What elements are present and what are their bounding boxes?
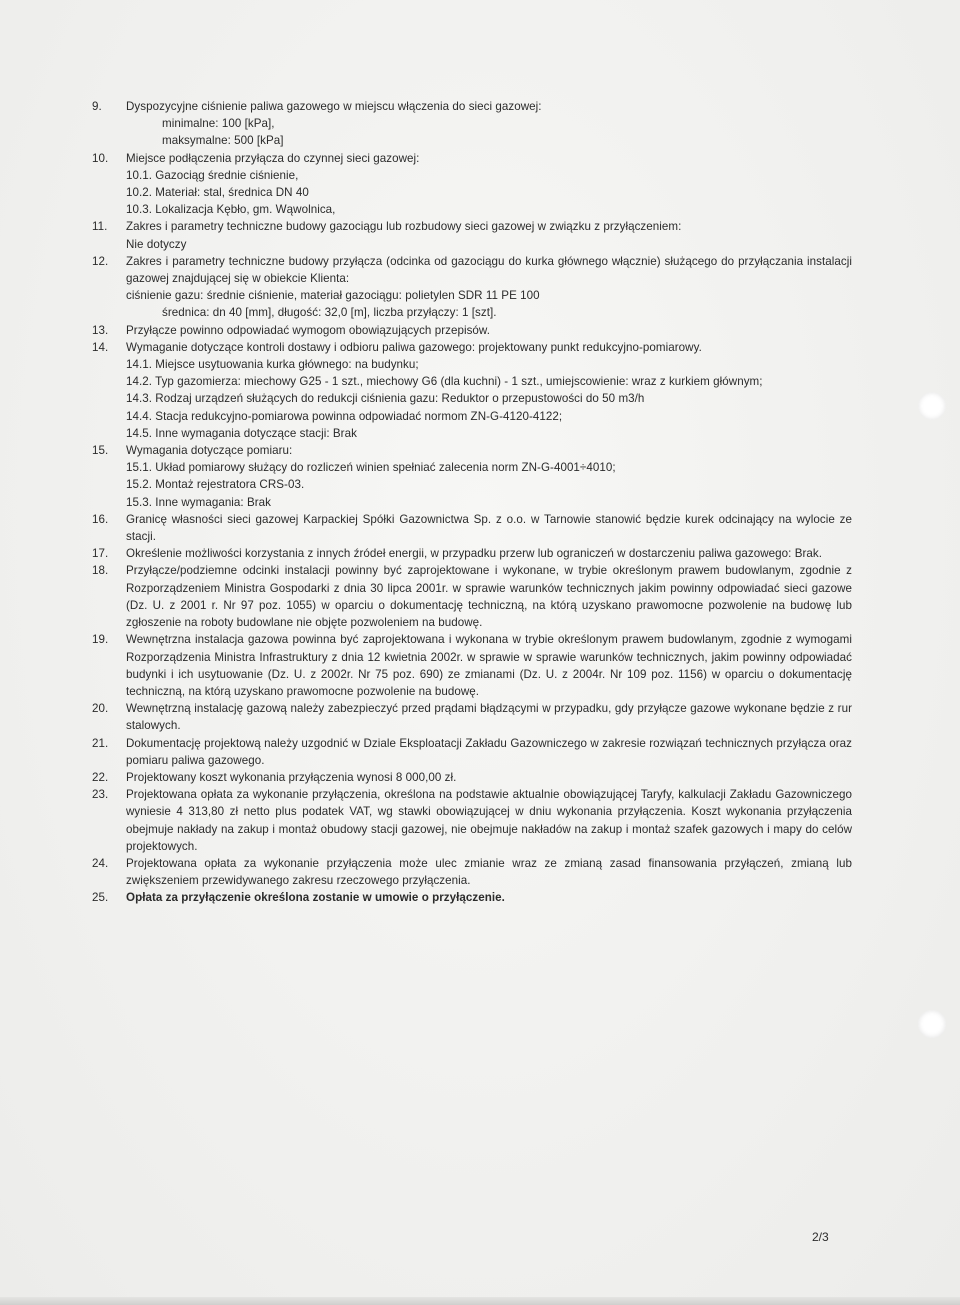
scan-edge-decoration — [0, 1297, 960, 1305]
item-number: 24. — [92, 856, 109, 870]
list-item-21 — [92, 735, 852, 769]
list-item-22 — [92, 769, 852, 786]
list-item-24 — [92, 855, 852, 889]
list-item-10 — [92, 150, 852, 219]
item-number: 17. — [92, 547, 109, 561]
sub-line: 14.4. Stacja redukcyjno-pomiarowa powinna odpowiadać normom ZN-G-4120-4122; — [126, 409, 563, 423]
list-item-12 — [92, 253, 852, 322]
item-number: 16. — [92, 512, 109, 526]
item-number: 23. — [92, 788, 109, 802]
item-text: Przyłącze/podziemne odcinki instalacji powinny być zaprojektowane i wykonane, w trybie określonym prawem budowlanym, zgodnie z Rozporządzeniem Ministra Gospodarki z dnia 30 lipca 2001r. w sprawie warunków technicznych jakim powinny odpowiadać sieci gazowe (Dz. U. z 2001 r. Nr 97 poz. 1055) w oparciu o dokumentację techniczną, na którą uzyskano prawomocne pozwolenie na budowę lub zgłoszenie na roboty budowlane nie objęte pozwoleniem na budowę. — [126, 564, 852, 630]
sub-line: 15.2. Montaż rejestratora CRS-03. — [126, 478, 305, 492]
item-number: 13. — [92, 323, 109, 337]
item-text: Przyłącze powinno odpowiadać wymogom obowiązujących przepisów. — [126, 323, 490, 337]
sub-line: średnica: dn 40 [mm], długość: 32,0 [m], liczba przyłączy: 1 [szt]. — [162, 306, 497, 320]
item-text: Określenie możliwości korzystania z innych źródeł energii, w przypadku przerw lub ograniczeń w dostarczeniu paliwa gazowego: Brak. — [126, 547, 822, 561]
item-text: Opłata za przyłączenie określona zostanie w umowie o przyłączenie. — [126, 891, 505, 905]
list-item-23 — [92, 786, 852, 855]
item-text: Dyspozycyjne ciśnienie paliwa gazowego w miejscu włączenia do sieci gazowej: — [126, 100, 542, 113]
item-number: 19. — [92, 633, 109, 647]
list-item-11 — [92, 218, 852, 252]
sub-line: 15.3. Inne wymagania: Brak — [126, 495, 272, 509]
item-text: Zakres i parametry techniczne budowy przyłącza (odcinka od gazociągu do kurka głównego włącznie) służącego do przyłączania instalacji gazowej znajdującej się w obiekcie Klienta: — [126, 254, 852, 286]
sub-line: 10.3. Lokalizacja Kębło, gm. Wąwolnica, — [126, 203, 336, 217]
item-number: 11. — [92, 220, 108, 234]
list-item-16 — [92, 511, 852, 545]
punch-hole-decoration — [918, 392, 946, 420]
item-text: Wewnętrzną instalację gazową należy zabezpieczyć przed prądami błądzącymi w przypadku, gdy przyłącze gazowe wykonane będzie z rur stalowych. — [126, 702, 852, 733]
item-number: 12. — [92, 254, 109, 268]
sub-line: 10.2. Materiał: stal, średnica DN 40 — [126, 186, 309, 200]
item-number: 15. — [92, 444, 109, 458]
list-item-9 — [92, 98, 852, 150]
page-number: 2/3 — [812, 1230, 829, 1244]
item-text: Nie dotyczy — [126, 237, 187, 251]
list-item-17 — [92, 545, 852, 562]
item-number: 14. — [92, 340, 109, 354]
item-number: 10. — [92, 151, 109, 165]
item-text: Dokumentację projektową należy uzgodnić w Dziale Eksploatacji Zakładu Gazowniczego w zakresie rozwiązań technicznych przyłącza oraz pomiaru paliwa gazowego. — [126, 736, 852, 767]
sub-line: ciśnienie gazu: średnie ciśnienie, materiał gazociągu: polietylen SDR 11 PE 100 — [126, 289, 540, 303]
document-body — [92, 98, 852, 907]
item-number: 22. — [92, 770, 109, 784]
sub-line: 14.2. Typ gazomierza: miechowy G25 - 1 szt., miechowy G6 (dla kuchni) - 1 szt., umiejscowienie: wraz z kurkiem głównym; — [126, 375, 763, 389]
item-text: Projektowana opłata za wykonanie przyłączenia może ulec zmianie wraz ze zmianą zasad finansowania przyłączeń, zmianą lub zwiększeniem przewidywanego zakresu rzeczowego przyłączenia. — [126, 856, 852, 888]
item-text: Granicę własności sieci gazowej Karpackiej Spółki Gazownictwa Sp. z o.o. w Tarnowie stanowić będzie kurek odcinający na wylocie ze stacji. — [126, 512, 852, 544]
item-number: 21. — [92, 736, 109, 750]
list-item-14 — [92, 339, 852, 442]
item-number: 20. — [92, 702, 109, 716]
sub-line: 14.3. Rodzaj urządzeń służących do redukcji ciśnienia gazu: Reduktor o przepustowości do 50 m3/h — [126, 392, 645, 406]
sub-line: 14.1. Miejsce usytuowania kurka głównego: na budynku; — [126, 358, 419, 372]
list-item-18 — [92, 562, 852, 631]
list-item-13 — [92, 322, 852, 339]
item-text: Zakres i parametry techniczne budowy gazociągu lub rozbudowy sieci gazowej w związku z przyłączeniem: — [126, 220, 682, 234]
list-item-25 — [92, 889, 852, 906]
list-item-15 — [92, 442, 852, 511]
item-text: Wewnętrzna instalacja gazowa powinna być zaprojektowana i wykonana w trybie określonym prawem budowlanym, zgodnie z wymogami Rozporządzenia Ministra Infrastruktury z dnia 12 kwietnia 2002r. w sprawie w sprawie warunków technicznych, jakim powinny odpowiadać budynki i ich usytuowanie (Dz. U. z 2002r. Nr 75 poz. 690) ze zmianami (Dz. U. z 2004r. Nr 109 poz. 1156) w oparciu o dokumentację techniczną, na którą uzyskano prawomocne pozwolenie na budowę. — [126, 633, 852, 698]
item-text: Wymaganie dotyczące kontroli dostawy i odbioru paliwa gazowego: projektowany punkt redukcyjno-pomiarowy. — [126, 340, 702, 354]
item-text: Miejsce podłączenia przyłącza do czynnej sieci gazowej: — [126, 151, 420, 165]
item-text: Projektowany koszt wykonania przyłączenia wynosi 8 000,00 zł. — [126, 770, 457, 784]
item-number: 9. — [92, 100, 102, 113]
sub-line: 10.1. Gazociąg średnie ciśnienie, — [126, 168, 299, 182]
list-item-19 — [92, 631, 852, 700]
item-text: Projektowana opłata za wykonanie przyłączenia, określona na podstawie aktualnie obowiązującej Taryfy, kalkulacji Zakładu Gazowniczego wyniesie 4 313,80 zł netto plus podatek VAT, wg stawki obowiązującej w dniu wykonania przyłączenia. Koszt wykonania przyłączenia obejmuje nakłady na zakup i montaż obudowy stacji gazowej, nie obejmuje nakładów na zakup i montaż szafek gazowych i mapy do celów projektowych. — [126, 788, 852, 853]
sub-line: 14.5. Inne wymagania dotyczące stacji: Brak — [126, 426, 357, 440]
sub-line: minimalne: 100 [kPa], — [162, 117, 275, 131]
sub-line: maksymalne: 500 [kPa] — [162, 134, 284, 148]
list-item-20 — [92, 700, 852, 734]
item-number: 25. — [92, 891, 109, 905]
punch-hole-decoration — [918, 1010, 946, 1038]
sub-line: 15.1. Układ pomiarowy służący do rozliczeń winien spełniać zalecenia norm ZN-G-4001÷4010; — [126, 461, 616, 475]
item-number: 18. — [92, 564, 109, 578]
item-text: Wymagania dotyczące pomiaru: — [126, 444, 293, 458]
